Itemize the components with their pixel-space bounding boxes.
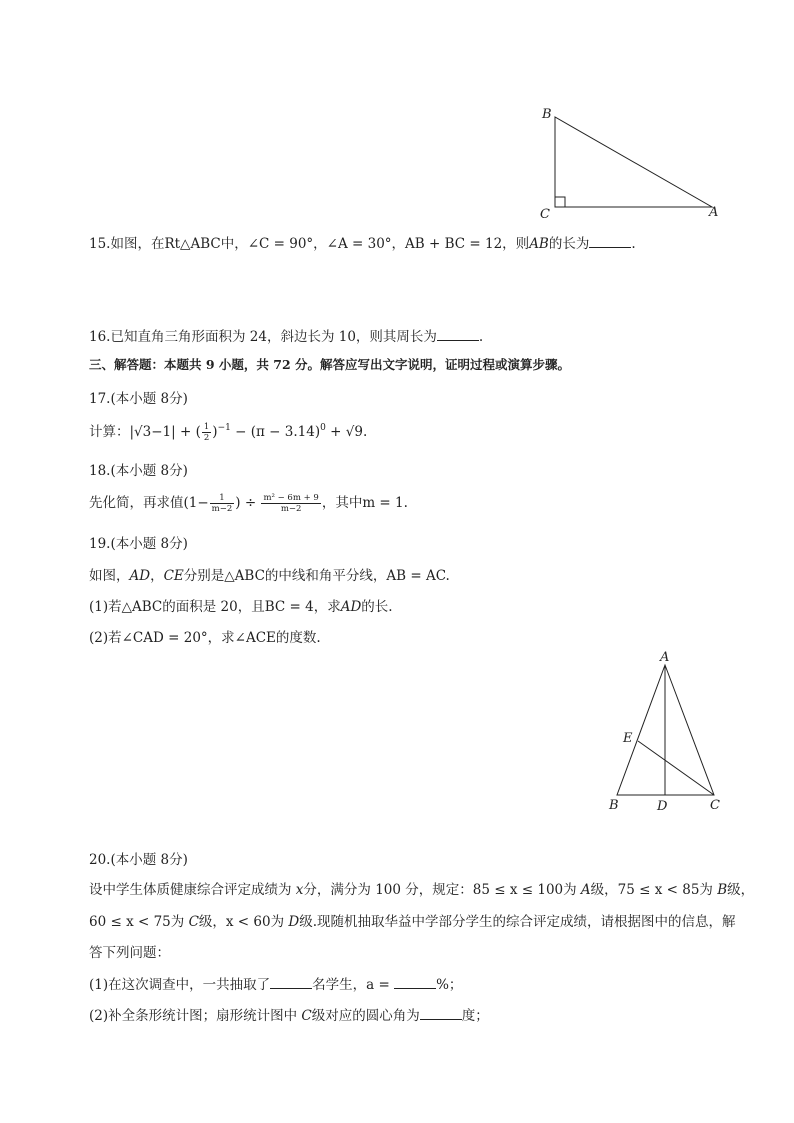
q19-intro-pre: 如图， <box>89 568 130 584</box>
bisector-ce <box>638 741 714 795</box>
q18-f1-den: m−2 <box>211 504 233 514</box>
q20-l1-a: 设中学生体质健康综合评定成绩为 <box>89 882 296 898</box>
q20-line-3: 答下列问题： <box>89 945 170 961</box>
q16-answer-blank[interactable] <box>437 328 479 341</box>
q20-p1-b: 名学生，a = <box>312 977 395 993</box>
q17-head: 17.(本小题 8分) <box>89 391 188 407</box>
q15-answer-blank[interactable] <box>589 235 631 248</box>
q15-text: 15.如图，在Rt△ABC中，∠C = 90°，∠A = 30°，AB + BC = 12，则 <box>89 236 530 252</box>
q20-line-1 <box>89 878 754 898</box>
q19-intro <box>89 564 450 584</box>
q17-calc: 计算：|√3−1| + ( $\frac{1}{2}$ )$^{-1} - (\pi - 3.14)^0 + √9$. <box>89 422 368 443</box>
q20-l1-b: 分，满分为 100 分，规定：85 ≤ x ≤ 100为 <box>303 882 581 898</box>
label-a: A <box>709 205 719 220</box>
q18-f2-den: m−2 <box>280 504 302 514</box>
q17-frac-den: 2 <box>203 433 210 443</box>
q20-grade-b: B <box>717 882 728 898</box>
question-15 <box>89 232 636 252</box>
q17-frac-num: 1 <box>203 422 210 432</box>
q15-var: AB <box>529 236 549 252</box>
q20-l1-c: 级，75 ≤ x < 85为 <box>590 882 718 898</box>
q18-f1-num: 1 <box>210 493 235 504</box>
q20-grade-a: A <box>580 882 591 898</box>
figure-right-triangle <box>530 100 730 225</box>
q20-grade-d: D <box>288 914 300 930</box>
q18-fraction-1 <box>210 493 235 514</box>
q20-p1-a: (1)在这次调查中，一共抽取了 <box>89 977 271 993</box>
q19-p1-pre: (1)若△ABC的面积是 20，且BC = 4，求 <box>89 599 341 615</box>
q20-p2-c: 度； <box>461 1008 489 1024</box>
label-e: E <box>623 731 633 746</box>
q20-grade-c: C <box>188 914 199 930</box>
q17-end: . <box>362 424 368 440</box>
q20-percent-blank[interactable] <box>394 976 436 989</box>
q20-var-x: x <box>295 882 304 898</box>
label-d: D <box>657 799 668 814</box>
q18-fraction-2 <box>261 493 320 514</box>
section-3-title: 三、解答题：本题共 9 小题，共 72 分。解答应写出文字说明，证明过程或演算步骤。 <box>89 357 571 372</box>
q16-end: . <box>478 329 484 345</box>
q20-l2-b: 级，x < 60为 <box>198 914 289 930</box>
q19-comma: ， <box>150 568 164 584</box>
q18-suffix: ，其中m = 1. <box>321 495 408 511</box>
q18-expr <box>89 491 408 514</box>
q20-head: 20.(本小题 8分) <box>89 852 188 868</box>
q17-mid: − (π − 3.14) <box>230 424 321 440</box>
q20-p1-c: %； <box>436 977 463 993</box>
q20-l1-d: 级， <box>727 882 755 898</box>
q15-end: . <box>631 236 636 252</box>
q20-count-blank[interactable] <box>270 976 312 989</box>
q17-fraction <box>202 422 211 443</box>
q15-suffix: 的长为 <box>548 236 590 252</box>
q20-part-1 <box>89 973 462 993</box>
right-angle-mark <box>555 197 565 207</box>
q20-p2-b: 级对应的圆心角为 <box>311 1008 420 1024</box>
q20-l2-a: 60 ≤ x < 75为 <box>89 914 189 930</box>
label-b2: B <box>609 798 619 813</box>
q16-text: 16.已知直角三角形面积为 24，斜边长为 10，则其周长为 <box>89 329 437 345</box>
q17-calc-prefix: 计算：|√3−1| + ( <box>89 424 201 440</box>
label-c2: C <box>710 798 720 813</box>
label-a2: A <box>660 650 670 665</box>
triangle-abc <box>555 117 712 207</box>
q17-exp: −1 <box>217 423 231 433</box>
q18-head: 18.(本小题 8分) <box>89 463 188 479</box>
q20-part-2 <box>89 1004 489 1024</box>
q20-l2-c: 级.现随机抽取华益中学部分学生的综合评定成绩，请根据图中的信息，解 <box>299 914 736 930</box>
q20-p2-a: (2)补全条形统计图；扇形统计图中 <box>89 1008 302 1024</box>
q18-mid: ) ÷ <box>235 495 261 511</box>
question-16 <box>89 325 483 345</box>
q20-p2-grade-c: C <box>301 1008 312 1024</box>
label-b: B <box>542 107 552 122</box>
q19-intro-rest: 分别是△ABC的中线和角平分线，AB = AC. <box>183 568 450 584</box>
q17-tail: + √9 <box>325 424 363 440</box>
q18-f2-num: m² − 6m + 9 <box>263 493 319 503</box>
q19-p1-var: AD <box>340 599 362 615</box>
label-c: C <box>540 207 550 222</box>
q19-head: 19.(本小题 8分) <box>89 536 188 552</box>
q20-angle-blank[interactable] <box>420 1007 462 1020</box>
q20-line-2 <box>89 910 736 930</box>
q18-prefix: 先化简，再求值(1− <box>89 495 209 511</box>
q19-var-ce: CE <box>163 568 184 584</box>
figure-isosceles-triangle <box>602 645 732 820</box>
q19-var-ad: AD <box>129 568 151 584</box>
q19-part-1 <box>89 595 393 615</box>
q17-exp0: 0 <box>320 423 326 433</box>
q19-part-2: (2)若∠CAD = 20°，求∠ACE的度数. <box>89 630 321 646</box>
q19-p1-end: 的长. <box>361 599 393 615</box>
